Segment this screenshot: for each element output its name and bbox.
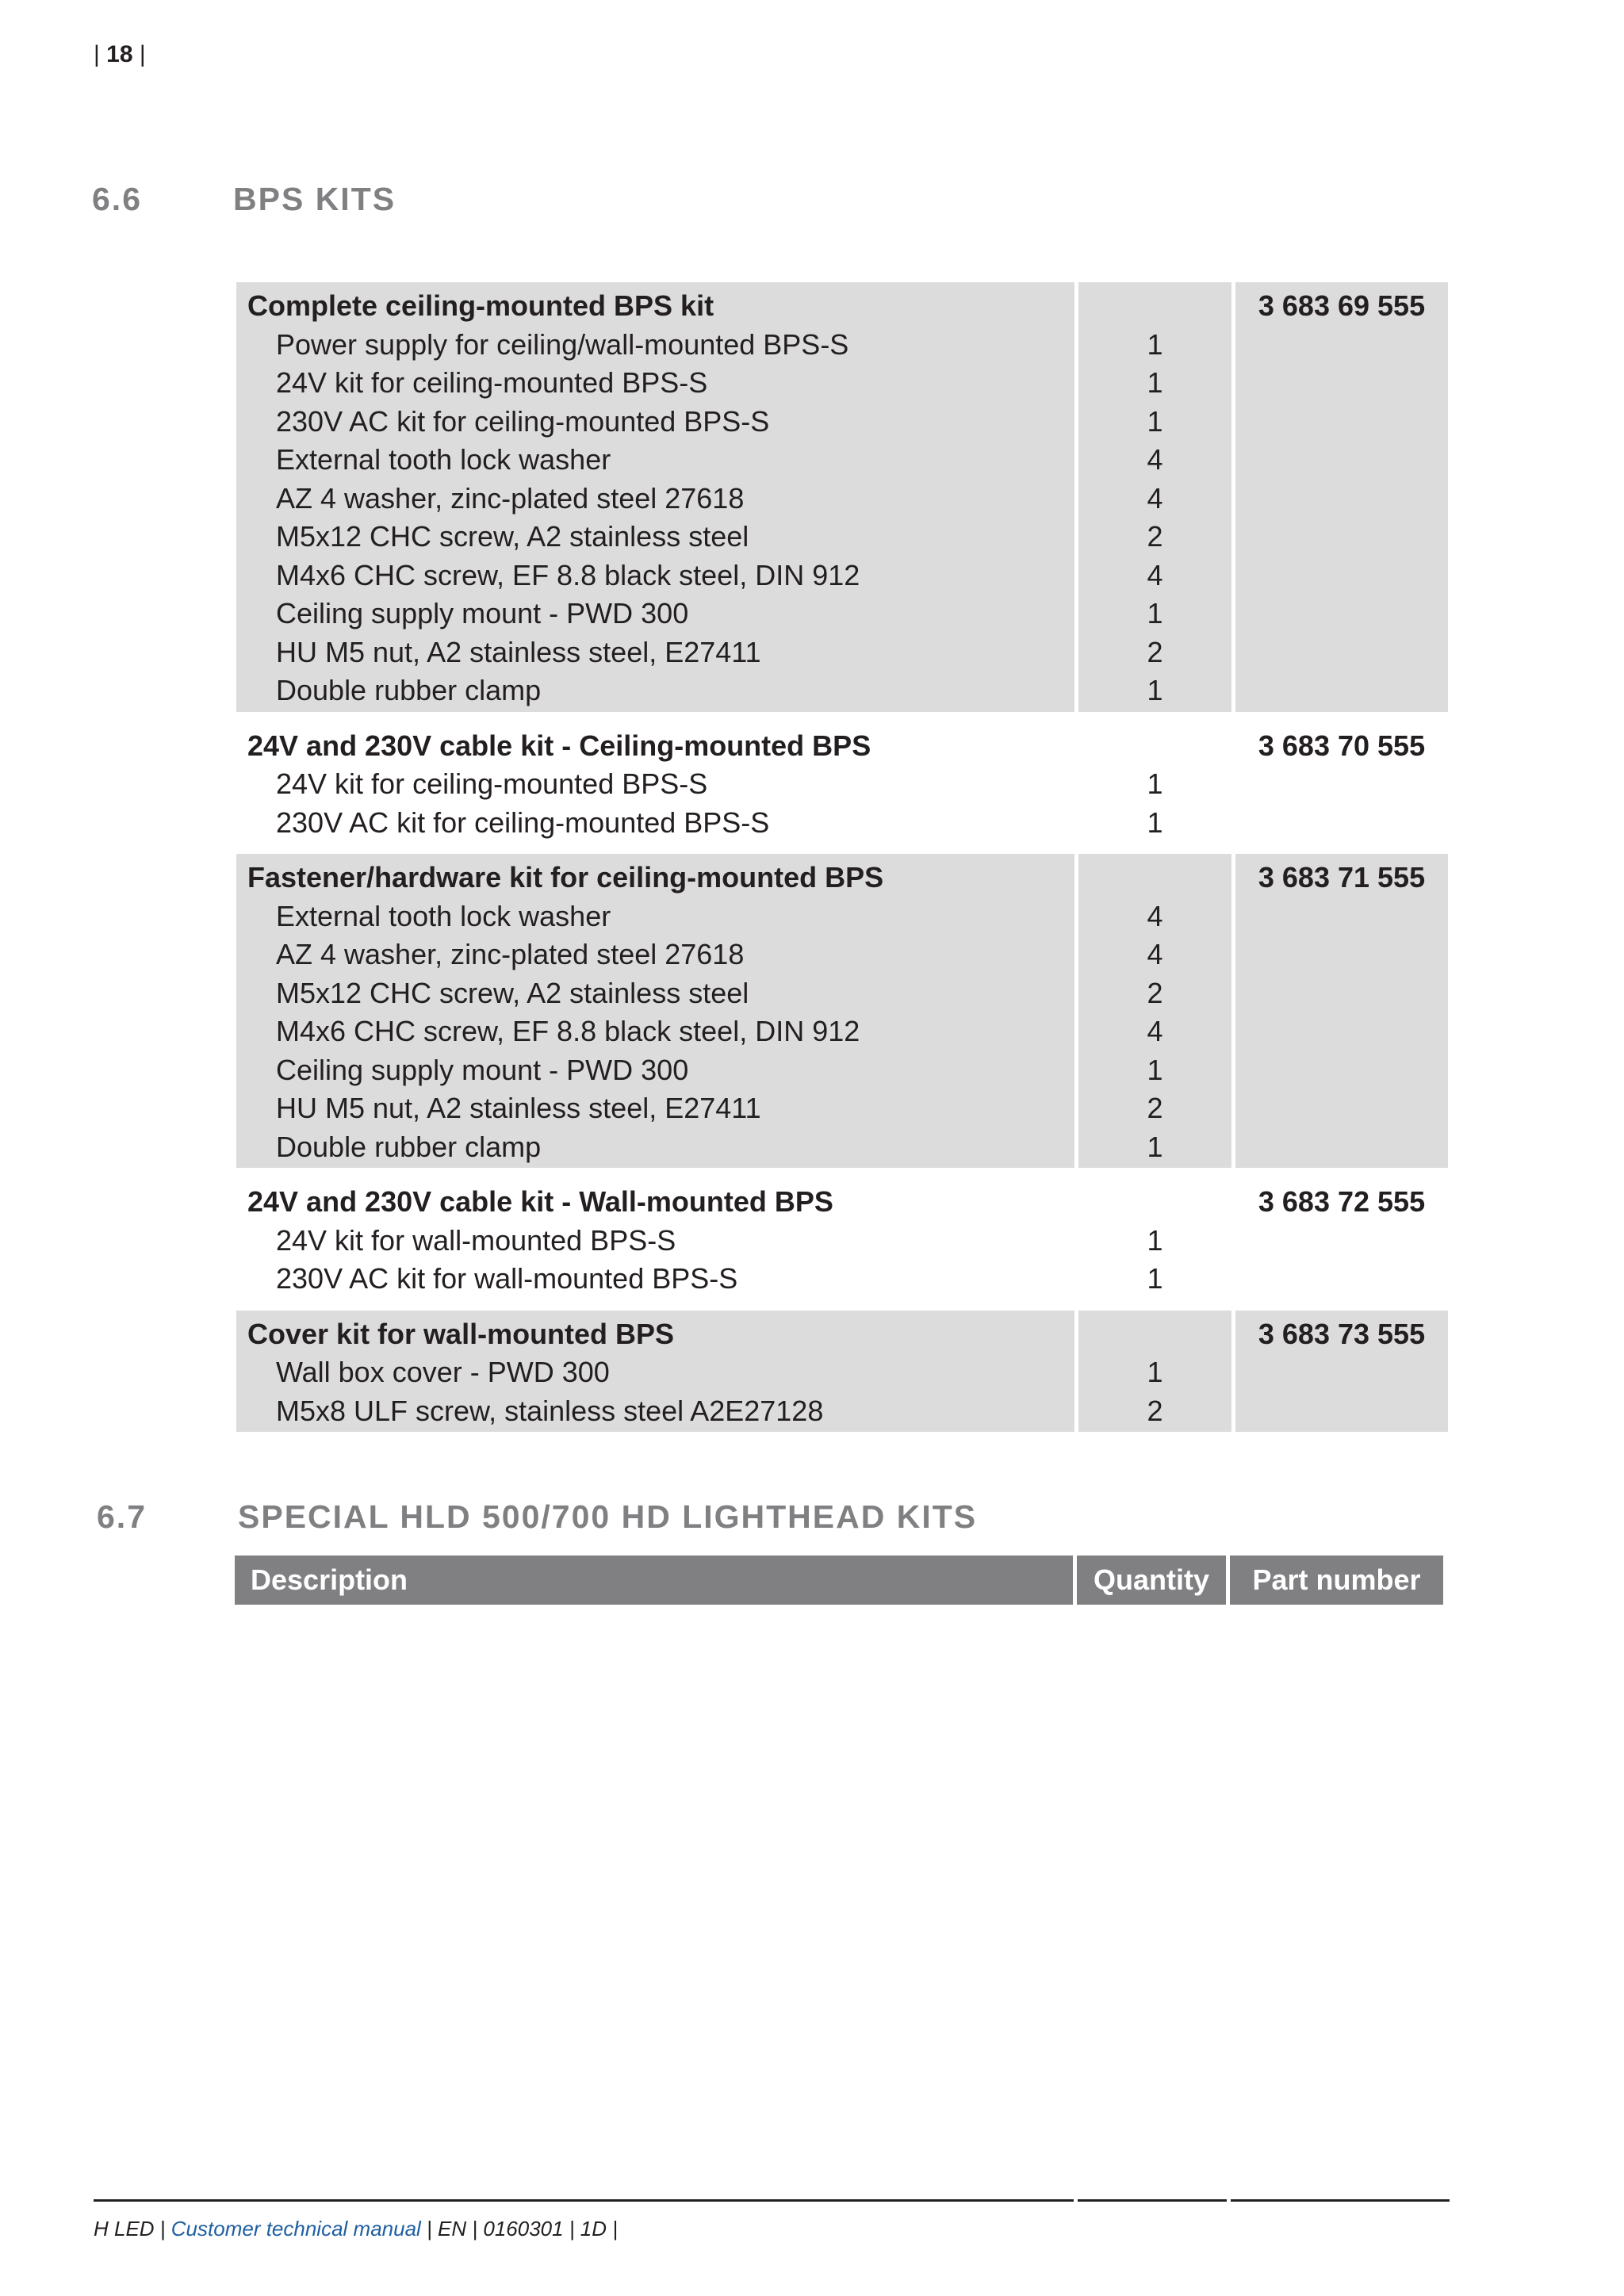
hld-kits-table xyxy=(235,1556,1443,1644)
kit-item-qty: 4 xyxy=(1147,1015,1163,1047)
kit-title: 24V and 230V cable kit - Ceiling-mounted BPS xyxy=(247,729,871,762)
kit-item-qty: 1 xyxy=(1147,366,1163,399)
kit-item-qty: 2 xyxy=(1147,1394,1163,1427)
kit-quantity-cell xyxy=(1078,282,1231,712)
kit-item-qty: 1 xyxy=(1147,767,1163,800)
kit-description-cell xyxy=(236,1311,1074,1433)
kit-part-number: 3 683 71 555 xyxy=(1258,861,1426,894)
kit-item-desc: M4x6 CHC screw, EF 8.8 black steel, DIN 912 xyxy=(276,1015,860,1047)
kit-item-qty: 1 xyxy=(1147,1356,1163,1388)
kit-part-cell xyxy=(1235,1178,1448,1300)
table-header xyxy=(235,1556,1443,1605)
kit-item-qty: 1 xyxy=(1147,674,1163,706)
kit-item-qty: 1 xyxy=(1147,1262,1163,1295)
footer-revision: 1D xyxy=(580,2217,607,2241)
header-quantity: Quantity xyxy=(1077,1556,1226,1605)
footer-language: EN xyxy=(438,2217,467,2241)
footer-doc-code: 0160301 xyxy=(483,2217,564,2241)
header-part-number: Part number xyxy=(1230,1556,1443,1605)
kit-title-qty-spacer xyxy=(1078,1315,1231,1354)
section-title: SPECIAL HLD 500/700 HD LIGHTHEAD KITS xyxy=(238,1498,978,1535)
kit-row xyxy=(236,1178,1450,1300)
kit-item-qty: 4 xyxy=(1147,443,1163,476)
kit-item-desc: Ceiling supply mount - PWD 300 xyxy=(276,1053,689,1086)
kit-row xyxy=(236,854,1450,1168)
kit-part-number: 3 683 70 555 xyxy=(1258,729,1426,762)
kit-item-qty: 1 xyxy=(1147,1130,1163,1163)
kit-part-cell xyxy=(1235,722,1448,844)
kit-item-qty: 4 xyxy=(1147,938,1163,970)
kit-item-desc: Power supply for ceiling/wall-mounted BPS-S xyxy=(276,327,849,361)
table-bottom-rule xyxy=(94,2199,1450,2202)
kit-part-cell xyxy=(1235,282,1448,712)
header-description: Description xyxy=(235,1556,1073,1605)
kit-part-cell xyxy=(1235,1311,1448,1433)
kit-item-desc: HU M5 nut, A2 stainless steel, E27411 xyxy=(276,1092,761,1124)
kit-quantity-cell xyxy=(1078,1311,1231,1433)
kit-item-qty: 2 xyxy=(1147,1092,1163,1124)
kit-item-qty: 2 xyxy=(1147,520,1163,553)
kit-title-qty-spacer xyxy=(1078,287,1231,326)
footer: H LED | Customer technical manual | EN | 0160301 | 1D | xyxy=(94,2217,619,2241)
kit-item-desc: M5x12 CHC screw, A2 stainless steel xyxy=(276,520,749,553)
kit-row xyxy=(236,722,1450,844)
kit-item-qty: 1 xyxy=(1147,597,1163,629)
kit-item-desc: Double rubber clamp xyxy=(276,674,542,706)
kit-quantity-cell xyxy=(1078,1178,1231,1300)
kit-item-qty: 1 xyxy=(1147,327,1163,361)
kit-item-desc: M5x12 CHC screw, A2 stainless steel xyxy=(276,976,749,1009)
kit-item-desc: External tooth lock washer xyxy=(276,443,611,476)
kit-part-number: 3 683 69 555 xyxy=(1258,289,1426,322)
bps-kits-table xyxy=(236,282,1450,1442)
kit-description-cell xyxy=(236,722,1074,844)
kit-part-number: 3 683 73 555 xyxy=(1258,1317,1426,1350)
kit-title-qty-spacer xyxy=(1078,727,1231,766)
kit-row xyxy=(236,1311,1450,1433)
section-title: BPS KITS xyxy=(233,181,396,217)
kit-item-qty: 2 xyxy=(1147,635,1163,668)
kit-title-qty-spacer xyxy=(1078,859,1231,897)
kit-title: Fastener/hardware kit for ceiling-mounted BPS xyxy=(247,861,884,894)
kit-description-cell xyxy=(236,1178,1074,1300)
kit-row xyxy=(236,282,1450,712)
kit-item-qty: 1 xyxy=(1147,1223,1163,1257)
kit-item-desc: AZ 4 washer, zinc-plated steel 27618 xyxy=(276,938,745,970)
kit-item-desc: HU M5 nut, A2 stainless steel, E27411 xyxy=(276,635,761,668)
kit-item-desc: External tooth lock washer xyxy=(276,899,611,932)
kit-description-cell xyxy=(236,282,1074,712)
kit-item-desc: 230V AC kit for wall-mounted BPS-S xyxy=(276,1262,738,1295)
kit-item-qty: 1 xyxy=(1147,404,1163,438)
kit-item-qty: 4 xyxy=(1147,899,1163,932)
kit-item-qty: 1 xyxy=(1147,1053,1163,1086)
kit-item-qty: 2 xyxy=(1147,976,1163,1009)
section-number: 6.7 xyxy=(97,1498,147,1535)
kit-title: Cover kit for wall-mounted BPS xyxy=(247,1317,675,1350)
kit-part-number: 3 683 72 555 xyxy=(1258,1185,1426,1218)
kit-title: 24V and 230V cable kit - Wall-mounted BPS xyxy=(247,1185,833,1218)
kit-title-qty-spacer xyxy=(1078,1183,1231,1222)
kit-item-desc: 230V AC kit for ceiling-mounted BPS-S xyxy=(276,806,770,839)
kit-item-desc: Ceiling supply mount - PWD 300 xyxy=(276,597,689,629)
kit-item-desc: 24V kit for wall-mounted BPS-S xyxy=(276,1223,676,1257)
kit-description-cell xyxy=(236,854,1074,1168)
kit-quantity-cell xyxy=(1078,854,1231,1168)
kit-item-desc: 24V kit for ceiling-mounted BPS-S xyxy=(276,366,708,399)
kit-part-cell xyxy=(1235,854,1448,1168)
kit-item-qty: 4 xyxy=(1147,558,1163,591)
kit-item-desc: 230V AC kit for ceiling-mounted BPS-S xyxy=(276,404,770,438)
kit-item-desc: M4x6 CHC screw, EF 8.8 black steel, DIN 912 xyxy=(276,558,860,591)
kit-item-desc: Double rubber clamp xyxy=(276,1130,542,1163)
page-number-value: 18 xyxy=(106,41,133,67)
kit-item-desc: AZ 4 washer, zinc-plated steel 27618 xyxy=(276,481,745,515)
page-number: | 18 | xyxy=(94,41,146,67)
kit-item-desc: M5x8 ULF screw, stainless steel A2E27128 xyxy=(276,1394,824,1427)
kit-item-desc: 24V kit for ceiling-mounted BPS-S xyxy=(276,767,708,800)
kit-title: Complete ceiling-mounted BPS kit xyxy=(247,289,714,322)
kit-item-qty: 1 xyxy=(1147,806,1163,839)
footer-doc-link[interactable]: Customer technical manual xyxy=(170,2217,421,2241)
kit-quantity-cell xyxy=(1078,722,1231,844)
section-number: 6.6 xyxy=(92,181,142,217)
kit-item-desc: Wall box cover - PWD 300 xyxy=(276,1356,610,1388)
kit-item-qty: 4 xyxy=(1147,481,1163,515)
footer-product: H LED xyxy=(94,2217,155,2241)
